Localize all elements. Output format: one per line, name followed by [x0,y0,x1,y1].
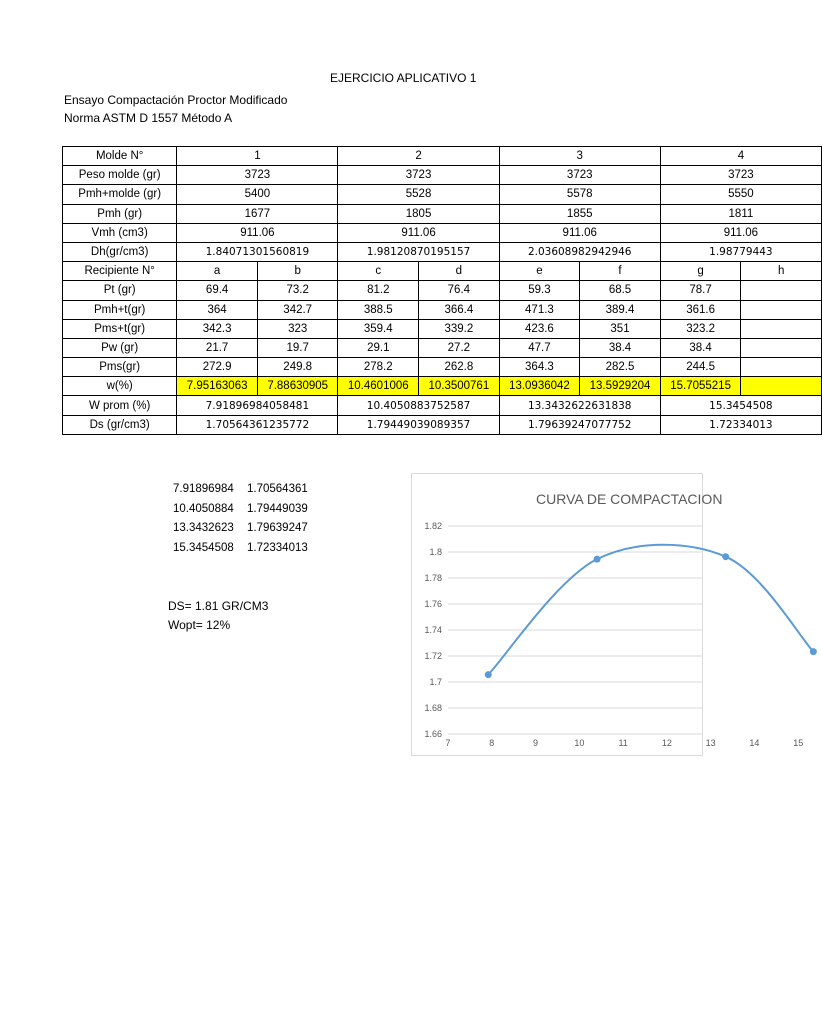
table-cell: 1811 [660,204,821,223]
x-tick-label: 7 [445,738,451,748]
y-tick-label: 1.66 [424,729,442,739]
table-cell: 2.03608982942946 [499,242,660,261]
table-cell: 10.4050883752587 [338,396,499,415]
table-cell: 19.7 [257,338,338,357]
pair-density: 1.70564361 [247,483,308,495]
x-tick-label: 9 [533,738,539,748]
max-density-note: DS= 1.81 GR/CM3 [168,599,269,613]
table-cell: 3723 [338,166,499,185]
table-cell: 364 [177,300,258,319]
table-cell: 911.06 [338,223,499,242]
table-cell: 10.4601006 [338,377,419,396]
table-cell: 244.5 [660,358,741,377]
y-tick-label: 1.76 [424,599,442,609]
table-row [63,415,822,434]
table-row [63,358,822,377]
x-tick-label: 15 [793,738,804,748]
row-label: Pms+t(gr) [63,319,177,338]
table-cell: 27.2 [419,338,500,357]
table-cell: 1.98120870195157 [338,242,499,261]
table-cell: 1.72334013 [660,415,821,434]
y-tick-label: 1.7 [429,677,442,687]
table-cell: 1.84071301560819 [177,242,338,261]
table-cell: 2 [338,147,499,166]
pair-row [173,539,308,559]
x-tick-label: 12 [661,738,672,748]
page-title: EJERCICIO APLICATIVO 1 [330,71,477,85]
table-cell: 911.06 [499,223,660,242]
table-cell: 5400 [177,185,338,204]
pair-moisture: 13.3432623 [173,522,234,534]
pair-density: 1.72334013 [247,541,308,554]
table-cell: 69.4 [177,281,258,300]
table-cell [741,281,822,300]
pair-moisture: 7.91896984 [173,483,234,495]
table-cell: 339.2 [419,319,500,338]
table-cell: b [257,262,338,281]
compaction-chart [411,473,804,756]
table-cell: 13.0936042 [499,377,580,396]
x-tick-label: 11 [618,738,628,748]
table-cell: 15.3454508 [660,396,821,415]
row-label: Dh(gr/cm3) [63,242,177,261]
table-cell: 10.3500761 [419,377,500,396]
pair-row [173,480,308,500]
table-cell: 59.3 [499,281,580,300]
table-cell: 76.4 [419,281,500,300]
table-cell: 1805 [338,204,499,223]
data-point [485,671,492,678]
table-cell: 351 [580,319,661,338]
table-cell: 68.5 [580,281,661,300]
pair-density: 1.79449039 [247,502,308,515]
pair-moisture: 15.3454508 [173,541,234,554]
table-cell: 1855 [499,204,660,223]
y-tick-label: 1.78 [424,573,442,583]
table-cell: 5550 [660,185,821,204]
data-point [810,648,817,655]
table-cell: 1.98779443 [660,242,821,261]
table-cell: 3 [499,147,660,166]
standard-subtitle: Norma ASTM D 1557 Método A [64,111,233,125]
table-cell: d [419,262,500,281]
table-cell: 364.3 [499,358,580,377]
table-cell: 29.1 [338,338,419,357]
table-cell: 342.7 [257,300,338,319]
row-label: Vmh (cm3) [63,223,177,242]
table-cell: 13.3432622631838 [499,396,660,415]
table-cell: 81.2 [338,281,419,300]
table-row [63,300,822,319]
table-cell: g [660,262,741,281]
table-cell: 249.8 [257,358,338,377]
table-cell: 3723 [499,166,660,185]
table-cell: 342.3 [177,319,258,338]
x-tick-label: 8 [489,738,495,748]
table-cell: 1.70564361235772 [177,415,338,434]
table-cell: 911.06 [660,223,821,242]
pair-moisture: 10.4050884 [173,502,234,515]
chart-title: CURVA DE COMPACTACION [536,491,723,507]
table-cell: 7.91896984058481 [177,396,338,415]
table-cell [741,300,822,319]
row-label: Pmh+molde (gr) [63,185,177,204]
pair-row [173,500,308,520]
table-cell: 389.4 [580,300,661,319]
table-row [63,242,822,261]
table-cell: 1677 [177,204,338,223]
table-cell: 262.8 [419,358,500,377]
y-tick-label: 1.72 [424,651,442,661]
pair-row [173,519,308,539]
row-label: Peso molde (gr) [63,166,177,185]
table-row [63,147,822,166]
summary-pairs [173,480,308,558]
table-cell: 7.88630905 [257,377,338,396]
row-label: w(%) [63,377,177,396]
table-cell: 15.7055215 [660,377,741,396]
table-cell: 323 [257,319,338,338]
pair-density: 1.79639247 [247,522,308,534]
table-cell: 278.2 [338,358,419,377]
table-cell: 7.95163063 [177,377,258,396]
table-cell: 3723 [660,166,821,185]
row-label: Pt (gr) [63,281,177,300]
table-cell: 361.6 [660,300,741,319]
table-cell: 1 [177,147,338,166]
table-row [63,185,822,204]
table-cell: 388.5 [338,300,419,319]
compaction-table-wrap [62,146,785,440]
row-label: Pms(gr) [63,358,177,377]
table-row [63,338,822,357]
row-label: Pw (gr) [63,338,177,357]
table-row [63,204,822,223]
optimum-moisture-note: Wopt= 12% [168,617,231,632]
table-row [63,396,822,415]
table-cell: 5578 [499,185,660,204]
table-cell [741,319,822,338]
table-cell: 3723 [177,166,338,185]
table-cell: f [580,262,661,281]
x-tick-label: 10 [574,738,585,748]
table-cell: 13.5929204 [580,377,661,396]
row-label: Molde N° [63,147,177,166]
table-cell: 78.7 [660,281,741,300]
table-cell: 38.4 [660,338,741,357]
table-cell: 1.79639247077752 [499,415,660,434]
series-line [488,545,813,675]
table-cell: 272.9 [177,358,258,377]
table-cell: a [177,262,258,281]
y-tick-label: 1.74 [424,625,442,635]
table-row [63,377,822,396]
y-tick-label: 1.82 [424,521,442,531]
table-cell: 471.3 [499,300,580,319]
table-cell: 1.79449039089357 [338,415,499,434]
row-label: Pmh (gr) [63,204,177,223]
compaction-chart-svg [412,474,804,755]
table-cell: 38.4 [580,338,661,357]
table-cell: 4 [660,147,821,166]
table-cell: 73.2 [257,281,338,300]
y-tick-label: 1.8 [429,547,442,557]
table-row [63,281,822,300]
table-row [63,166,822,185]
x-tick-label: 14 [749,738,760,748]
x-tick-label: 13 [705,738,716,748]
table-cell: h [741,262,822,281]
row-label: Ds (gr/cm3) [63,415,177,434]
table-cell [741,338,822,357]
data-point [594,556,601,563]
table-cell: 5528 [338,185,499,204]
row-label: W prom (%) [63,396,177,415]
table-cell: 366.4 [419,300,500,319]
test-subtitle: Ensayo Compactación Proctor Modificado [64,93,288,107]
row-label: Pmh+t(gr) [63,300,177,319]
table-row [63,223,822,242]
table-row [63,262,822,281]
table-cell: e [499,262,580,281]
table-cell: 423.6 [499,319,580,338]
y-tick-label: 1.68 [424,703,442,713]
table-cell [741,358,822,377]
data-point [722,553,729,560]
table-row [63,319,822,338]
results-notes [168,597,268,634]
table-cell: 21.7 [177,338,258,357]
compaction-table [62,146,822,435]
table-cell: 47.7 [499,338,580,357]
table-cell: 911.06 [177,223,338,242]
row-label: Recipiente N° [63,262,177,281]
table-cell: 282.5 [580,358,661,377]
table-cell: 323.2 [660,319,741,338]
table-cell: c [338,262,419,281]
table-cell [741,377,822,396]
table-cell: 359.4 [338,319,419,338]
